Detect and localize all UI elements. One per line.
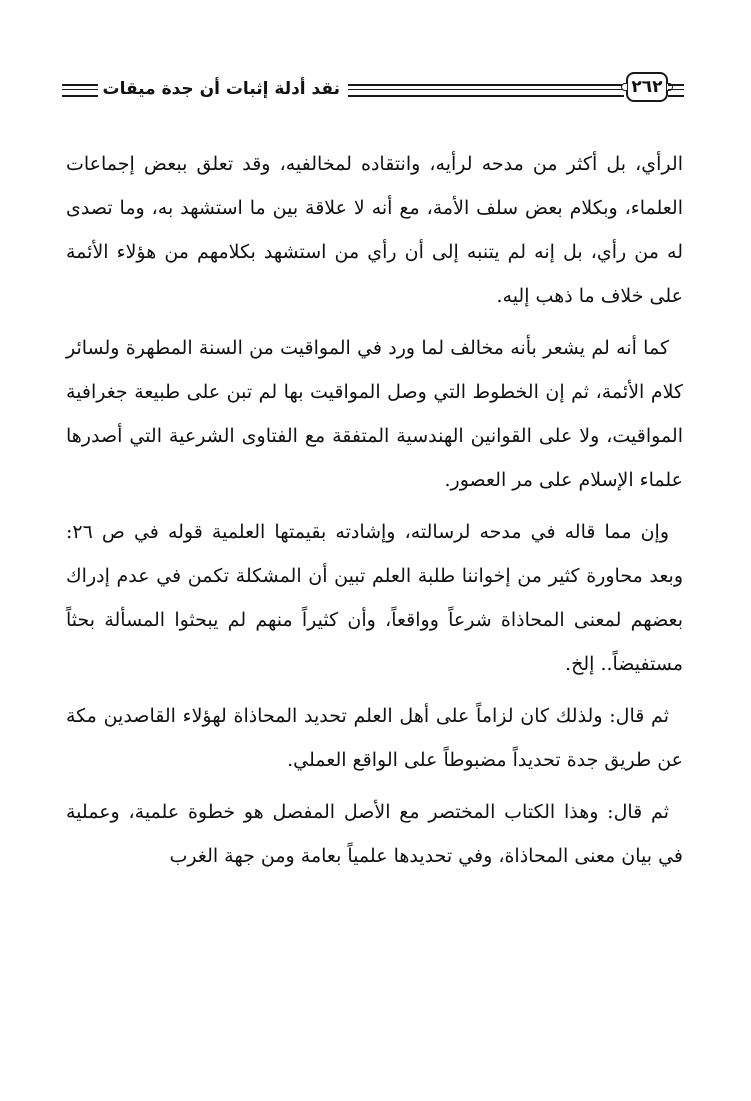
paragraph-4: ثم قال: ولذلك كان لزاماً على أهل العلم تحديد المحاذاة لهؤلاء القاصدين مكة عن طريق جدة تحديداً مضبوطاً على الواقع العملي. [66, 705, 683, 771]
header-rule-right [668, 84, 684, 97]
paragraph-1: الرأي، بل أكثر من مدحه لرأيه، وانتقاده لمخالفيه، وقد تعلق ببعض إجماعات العلماء، وبكلام بعض سلف الأمة، مع أنه لا علاقة بين ما استشهد به، وما تصدى له من رأي، بل إنه لم يتنبه إلى أن رأي من استشهد بكلامهم من هؤلاء الأئمة على خلاف ما ذهب إليه. [66, 153, 683, 307]
paragraph-5: ثم قال: وهذا الكتاب المختصر مع الأصل المفصل هو خطوة علمية، وعملية في بيان معنى المحاذاة، وفي تحديدها علمياً بعامة ومن جهة الغرب [66, 801, 683, 867]
body-text [66, 142, 683, 886]
header-rule-middle [348, 84, 624, 97]
page-header [62, 70, 684, 110]
paragraph-2: كما أنه لم يشعر بأنه مخالف لما ورد في المواقيت من السنة المطهرة ولسائر كلام الأئمة، ثم إن الخطوط التي وصل المواقيت بها لم تبن على طبيعة جغرافية المواقيت، ولا على القوانين الهندسية المتفقة مع الفتاوى الشرعية التي أصدرها علماء الإسلام على مر العصور. [66, 337, 683, 491]
page-number: ٢٦٢ [626, 72, 668, 102]
header-rule-left [62, 84, 98, 97]
running-title: نقد أدلة إثبات أن جدة ميقات [102, 79, 340, 99]
paragraph-3: وإن مما قاله في مدحه لرسالته، وإشادته بقيمتها العلمية قوله في ص ٢٦: وبعد محاورة كثير من إخواننا طلبة العلم تبين أن المشكلة تكمن في عدم إدراك بعضهم لمعنى المحاذاة شرعاً وواقعاً، وأن كثيراً منهم لم يبحثوا المسألة بحثاً مستفيضاً.. إلخ. [66, 521, 683, 675]
